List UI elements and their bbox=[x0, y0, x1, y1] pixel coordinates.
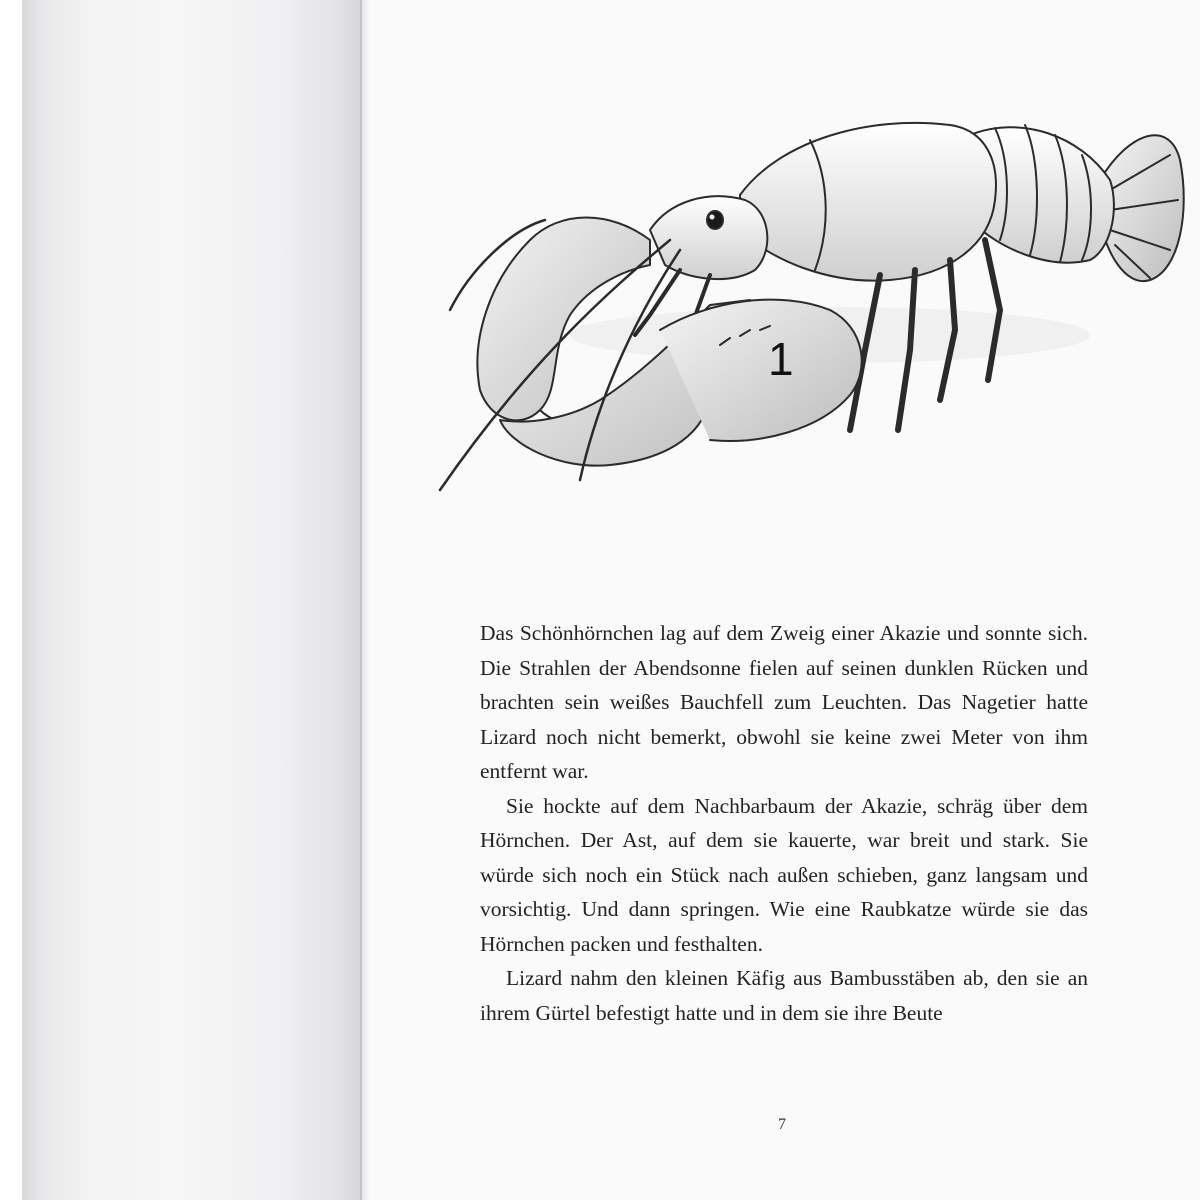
book-gutter bbox=[360, 0, 370, 1200]
lobster-illustration-icon bbox=[410, 100, 1190, 520]
page-number: 7 bbox=[778, 1116, 786, 1133]
body-text bbox=[480, 616, 1088, 1030]
chapter-number: 1 bbox=[768, 333, 794, 385]
paragraph: Das Schönhörnchen lag auf dem Zweig einer Akazie und sonnte sich. Die Strahlen der Abendsonne fielen auf seinen dunklen Rücken und brachten sein weißes Bauchfell zum Leuchten. Das Nagetier hatte Lizard noch nicht bemerkt, obwohl sie keine zwei Meter von ihm entfernt war. bbox=[480, 621, 1088, 783]
left-page bbox=[22, 0, 362, 1200]
paragraph: Sie hockte auf dem Nachbarbaum der Akazie, schräg über dem Hörnchen. Der Ast, auf dem sie kauerte, war breit und stark. Sie würde sich noch ein Stück nach außen schieben, ganz langsam und vorsichtig. Und dann springen. Wie eine Raubkatze würde sie das Hörnchen packen und festhalten. bbox=[480, 793, 1088, 956]
paragraph: Lizard nahm den kleinen Käfig aus Bambusstäben ab, den sie an ihrem Gürtel befestigt hatte und in dem sie ihre Beute bbox=[480, 966, 1088, 1025]
